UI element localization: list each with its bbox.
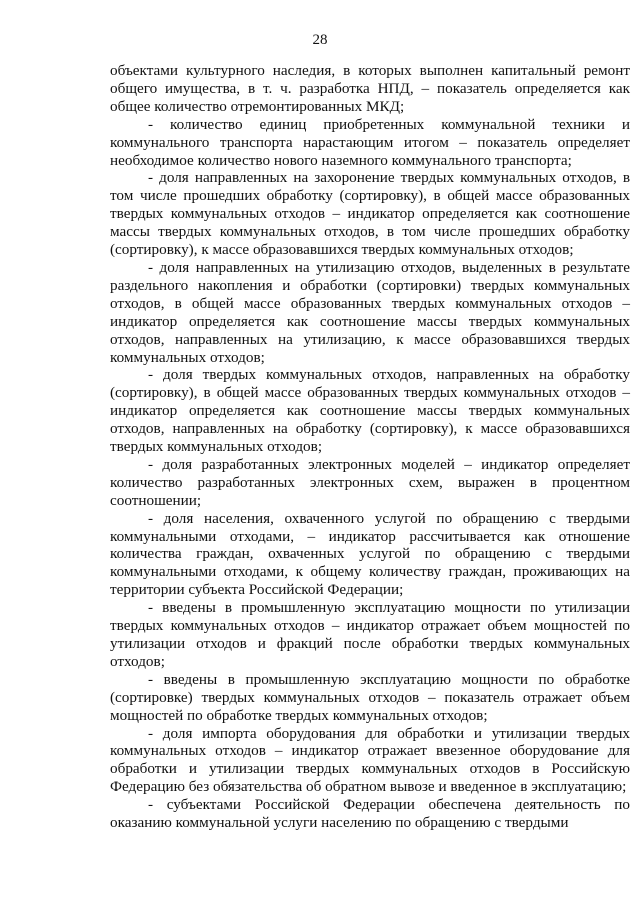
paragraph: - доля населения, охваченного услугой по обращению с твердыми коммунальными отходами, – индикатор рассчитывается как отношение количества граждан, охваченных услугой по обращению с твердыми коммунальными отходами, к общему количеству граждан, проживающих на территории субъекта Российской Федерации; [110, 509, 630, 599]
paragraph: - доля направленных на захоронение твердых коммунальных отходов, в том числе прошедших обработку (сортировку), в общей массе образованных твердых коммунальных отходов – индикатор определяется как соотношение массы твердых коммунальных отходов, в том числе прошедших обработку (сортировку), к массе образовавшихся твердых коммунальных отходов; [110, 169, 630, 259]
paragraph: объектами культурного наследия, в которых выполнен капитальный ремонт общего имущества, в т. ч. разработка НПД, – показатель определяется как общее количество отремонтированных МКД; [110, 62, 630, 115]
paragraph: - количество единиц приобретенных коммунальной техники и коммунального транспорта нарастающим итогом – показатель определяет необходимое количество нового наземного коммунального транспорта; [110, 115, 630, 169]
paragraph: - доля импорта оборудования для обработки и утилизации твердых коммунальных отходов – индикатор отражает ввезенное оборудование для обработки и утилизации твердых коммунальных отходов в Российскую Федерацию без обязательства об обратном вывозе и введенное в эксплуатацию; [110, 724, 630, 796]
paragraph: - субъектами Российской Федерации обеспечена деятельность по оказанию коммунальной услуги населению по обращению с твердыми [110, 796, 630, 832]
paragraph: - доля разработанных электронных моделей – индикатор определяет количество разработанных электронных схем, выражен в процентном соотношении; [110, 455, 630, 509]
paragraph: - введены в промышленную эксплуатацию мощности по обработке (сортировке) твердых коммунальных отходов – показатель отражает объем мощностей по обработке твердых коммунальных отходов; [110, 670, 630, 724]
paragraph: - доля твердых коммунальных отходов, направленных на обработку (сортировку), в общей массе образованных твердых коммунальных отходов – индикатор определяется как соотношение массы твердых коммунальных отходов, направленных на обработку (сортировку), к массе образовавшихся твердых коммунальных отходов; [110, 366, 630, 456]
paragraph: - доля направленных на утилизацию отходов, выделенных в результате раздельного накопления и обработки (сортировки) твердых коммунальных отходов, в общей массе образованных твердых коммунальных отходов – индикатор определяется как соотношение массы твердых коммунальных отходов, направленных на утилизацию, к массе образовавшихся твердых коммунальных отходов; [110, 258, 630, 366]
paragraph: - введены в промышленную эксплуатацию мощности по утилизации твердых коммунальных отходов – индикатор отражает объем мощностей по утилизации отходов и фракций после обработки твердых коммунальных отходов; [110, 599, 630, 670]
page-number: 28 [312, 32, 328, 48]
document-body [110, 62, 630, 832]
